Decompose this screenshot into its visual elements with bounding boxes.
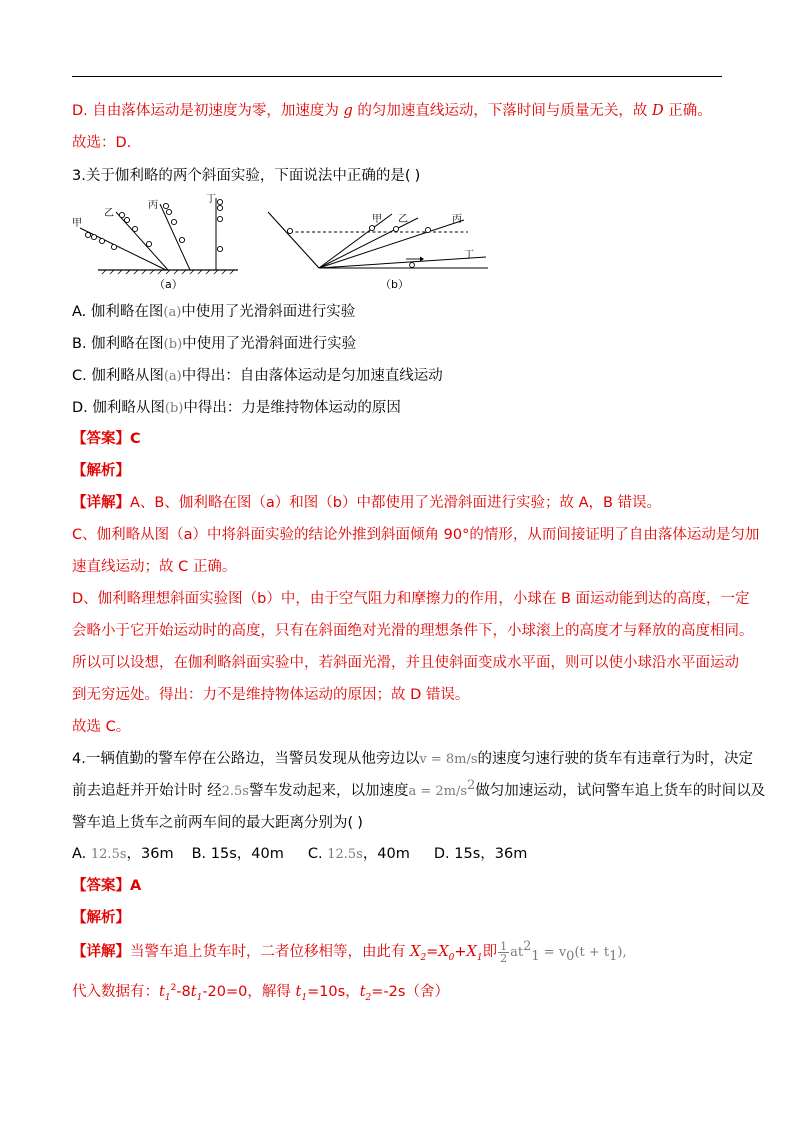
ball-yi-4	[146, 241, 151, 246]
q3-option-d: D. 伽利略从图(b)中得出：力是维持物体运动的原因	[72, 400, 401, 416]
ball-jia-2	[91, 234, 96, 239]
label-b-yi: 乙	[398, 214, 408, 225]
q3-answer: 【答案】C	[72, 431, 141, 447]
q3-detail-1: 【详解】A、B、伽利略在图（a）和图（b）中都使用了光滑斜面进行实验；故 A，B 错误。	[72, 495, 662, 511]
ball-b-yi	[393, 226, 398, 231]
ball-b-bing	[425, 227, 430, 232]
ball-yi-2	[124, 217, 129, 222]
q4-stem-3: 警车追上货车之前两车间的最大距离分别为( )	[72, 815, 363, 831]
q3-analysis: 【解析】	[72, 463, 130, 479]
q4-options: A. 12.5s，36m B. 15s，40m C. 12.5s，40m D. 15s，36m	[72, 846, 528, 862]
ball-b-ding	[410, 263, 415, 268]
ball-bing-4	[179, 237, 184, 242]
q3-detail-3: 速直线运动；故 C 正确。	[72, 559, 237, 575]
label-a-bing: 丙	[148, 200, 158, 211]
ball-b-start	[287, 228, 292, 233]
label-b-ding: 丁	[464, 250, 474, 261]
q3-choose: 故选 C。	[72, 719, 131, 735]
label-b-bing: 丙	[452, 214, 462, 225]
q4-analysis: 【解析】	[72, 910, 130, 926]
q3-stem: 3.关于伽利略的两个斜面实验，下面说法中正确的是( )	[72, 168, 421, 184]
q4-stem-2: 前去追赶并开始计时 经2.5s警车发动起来，以加速度$a = 2m/s^2$做匀加速运动，试问警车追上货车的时间以及	[72, 778, 766, 799]
q3-detail-4: D、伽利略理想斜面实验图（b）中，由于空气阻力和摩擦力的作用，小球在 B 面运动能到达的高度，一定	[72, 591, 750, 607]
ball-bing-1	[163, 203, 168, 208]
figure-a	[72, 193, 238, 291]
ball-bing-2	[166, 209, 171, 214]
ball-ding-1	[217, 199, 222, 204]
incline-diagrams	[68, 190, 488, 300]
q4-detail-1: 【详解】当警车追上货车时，二者位移相等，由此有 $X_2=X_0+X_1$即 $\frac{1}{2}$ $at^2_1 = v_0(t + t_1)$,	[72, 939, 627, 965]
ball-ding-4	[217, 246, 222, 251]
q3-detail-7: 到无穷远处。得出：力不是维持物体运动的原因；故 D 错误。	[72, 687, 470, 703]
q3-option-c: C. 伽利略从图(a)中得出：自由落体运动是匀加速直线运动	[72, 368, 443, 384]
caption-b: （b）	[380, 278, 409, 291]
q4-stem-1: 4.一辆值勤的警车停在公路边，当警员发现从他旁边以v = 8m/s的速度匀速行驶的货车有违章行为时，决定	[72, 751, 753, 767]
q3-detail-6: 所以可以设想，在伽利略斜面实验中，若斜面光滑，并且使斜面变成水平面，则可以使小球沿水平面运动	[72, 655, 739, 671]
ball-bing-3	[171, 219, 176, 224]
ball-jia-3	[99, 238, 104, 243]
prev-option-d: D. 自由落体运动是初速度为零，加速度为 g 的匀加速直线运动，下落时间与质量无关，故 D 正确。	[72, 103, 712, 119]
q4-answer: 【答案】A	[72, 878, 142, 894]
label-a-yi: 乙	[104, 208, 114, 219]
ball-yi-1	[119, 212, 124, 217]
q3-detail-2: C、伽利略从图（a）中将斜面实验的结论外推到斜面倾角 90°的情形，从而间接证明了自由落体运动是匀加	[72, 527, 760, 543]
q3-option-b: B. 伽利略在图(b)中使用了光滑斜面进行实验	[72, 336, 357, 352]
q3-detail-5: 会略小于它开始运动时的高度，只有在斜面绝对光滑的理想条件下，小球滚上的高度才与释放的高度相同。	[72, 623, 754, 639]
q4-detail-2: 代入数据有：$t_1^2-8t_1-20=0$，解得 $t_1=10s$，$t_2=-2s$（舍）	[72, 983, 449, 1003]
q3-option-a: A. 伽利略在图(a)中使用了光滑斜面进行实验	[72, 304, 356, 320]
label-a-jia: 甲	[72, 218, 82, 229]
ball-ding-2	[217, 205, 222, 210]
label-a-ding: 丁	[206, 194, 216, 205]
ball-b-jia	[369, 225, 374, 230]
ball-jia-4	[111, 244, 116, 249]
caption-a: （a）	[154, 278, 183, 291]
label-b-jia: 甲	[372, 214, 382, 225]
figure-b	[268, 212, 488, 291]
q3-figure	[68, 190, 488, 300]
ball-yi-3	[132, 226, 137, 231]
fraction-one-half: $\frac{1}{2}$	[500, 939, 508, 965]
prev-choose: 故选：D.	[72, 135, 132, 151]
header-rule	[72, 76, 722, 77]
ball-jia-1	[85, 232, 90, 237]
ball-ding-3	[217, 216, 222, 221]
